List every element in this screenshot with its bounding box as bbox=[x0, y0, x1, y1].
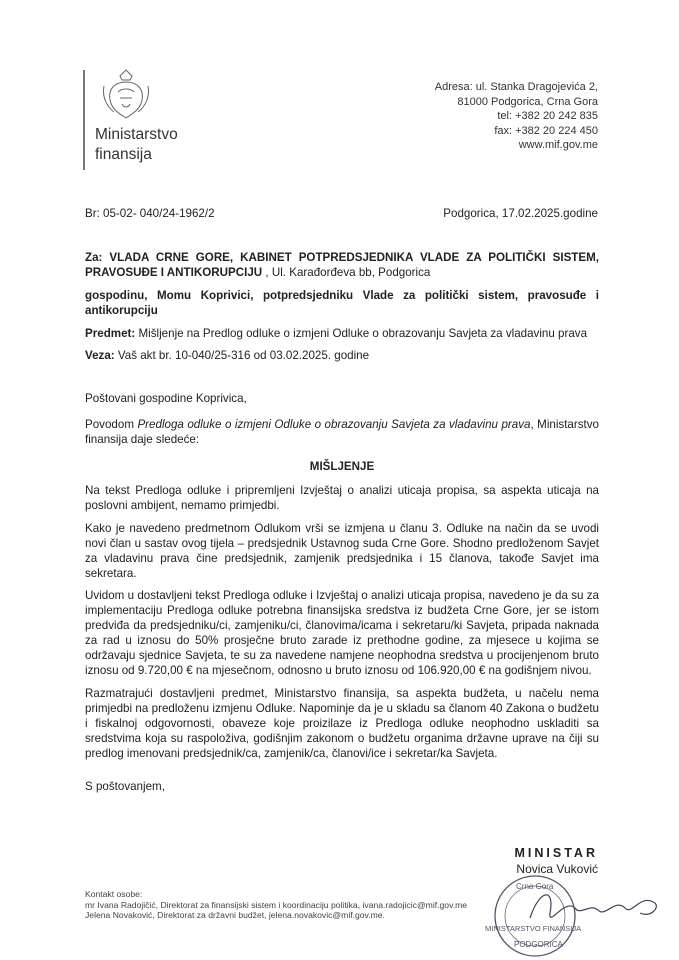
contact-line: Jelena Novaković, Direktorat za državni budžet, jelena.novakovic@mif.gov.me. bbox=[85, 910, 385, 920]
recipient bbox=[85, 250, 599, 280]
address-line: 81000 Podgorica, Crna Gora bbox=[457, 95, 598, 108]
subject-label: Predmet: bbox=[85, 327, 136, 340]
ministry-name-line: Ministarstvo bbox=[95, 126, 178, 143]
recipient-person: gospodinu, Momu Koprivici, potpredsjedniku Vlade za politički sistem, pravosuđe i antikorupciju bbox=[85, 289, 599, 317]
reference-text: Vaš akt br. 10-040/25-316 od 03.02.2025. godine bbox=[114, 349, 370, 362]
coat-of-arms-logo bbox=[100, 66, 152, 122]
address-block bbox=[435, 80, 598, 153]
place-date: Podgorica, 17.02.2025.godine bbox=[443, 207, 598, 220]
recipient-name: Za: VLADA CRNE GORE, KABINET POTPREDSJEDNIKA VLADE ZA POLITIČKI SISTEM, PRAVOSUĐE I ANTIKORUPCIJU bbox=[85, 251, 599, 279]
stamp-text-top: MINISTARSTVO FINANSIJA bbox=[485, 924, 582, 933]
contact-line: mr Ivana Radojičić, Direktorat za finansijski sistem i koordinaciju politika, ivana.radojicic@mif.gov.me bbox=[85, 899, 468, 910]
recipient-address: , Ul. Karađorđeva bb, Podgorica bbox=[262, 266, 431, 279]
letter-body bbox=[85, 250, 599, 794]
intro-italic: Predloga odluke o izmjeni Odluke o obrazovanju Savjeta za vladavinu prava bbox=[137, 418, 531, 431]
ministry-name bbox=[95, 125, 178, 165]
intro bbox=[85, 417, 599, 447]
reference-label: Veza: bbox=[85, 349, 115, 362]
contacts-label: Kontakt osobe: bbox=[85, 889, 143, 899]
fax: fax: +382 20 224 450 bbox=[494, 124, 598, 137]
stamp-text-side: Crna Gora bbox=[516, 882, 554, 891]
phone: tel: +382 20 242 835 bbox=[497, 110, 598, 123]
reference-number: Br: 05-02- 040/24-1962/2 bbox=[85, 207, 215, 220]
intro-post: , Ministarstvo finansija daje sledeće: bbox=[85, 418, 600, 446]
address-line: Adresa: ul. Stanka Dragojevića 2, bbox=[434, 81, 598, 93]
closing: S poštovanjem, bbox=[85, 780, 165, 793]
ministry-name-line: finansija bbox=[95, 146, 152, 163]
paragraph: Uvidom u dostavljeni tekst Predloga odluke i Izvještaj o analizi uticaja propisa, navedeno je da su za implementaciju Predloga odluke potrebna finansijska sredstva iz budžeta Crne Gore, jer se istom predviđa da predsjedniku/ci, zamjeniku/ci, članovima/icama i sekretaru/ki Savjeta, pripada naknada za rad u iznosu do 50% prosječne bruto zarade iz prethodne godine, za mjesece u kojima se održavaju sjednice Savjeta, te su za navedene namjene neophodna sredstva u procijenjenom bruto iznosu od 9.720,00 € na mjesečnom, odnosno u bruto iznosu od 106.920,00 € na godišnjem nivou. bbox=[85, 589, 599, 677]
subject-text: Mišljenje na Predlog odluke o izmjeni Odluke o obrazovanju Savjeta za vladavinu prava bbox=[135, 327, 588, 340]
contacts bbox=[85, 889, 467, 921]
stamp-text-bottom: PODGORICA bbox=[514, 940, 563, 949]
header-divider bbox=[83, 70, 85, 170]
signatory-name: Novica Vuković bbox=[516, 862, 598, 876]
subject bbox=[85, 326, 599, 341]
intro-pre: Povodom bbox=[85, 418, 138, 431]
website: www.mif.gov.me bbox=[518, 139, 598, 152]
salutation: Poštovani gospodine Koprivica, bbox=[85, 392, 247, 405]
reference bbox=[85, 348, 599, 363]
paragraph: Na tekst Predloga odluke i pripremljeni Izvještaj o analizi uticaja propisa, sa aspekta uticaja na poslovni ambijent, nemamo primjedbi. bbox=[85, 484, 599, 512]
signature-title: MINISTAR bbox=[514, 846, 598, 860]
paragraph: Kako je navedeno predmetnom Odlukom vrši se izmjena u članu 3. Odluke na način da se uvodi novi član u sastav ovog tijela – predsjednik Ustavnog suda Crne Gore. Shodno predloženom Savjet za vladavinu prava čine predsjednik, zamjenik predsjednika i 15 članova, takođe Savjet ima sekretara. bbox=[85, 522, 599, 580]
paragraph: Razmatrajući dostavljeni predmet, Ministarstvo finansija, sa aspekta budžeta, u načelu nema primjedbi na predloženu izmjenu Odluke. Napominje da je u skladu sa članom 40 Zakona o budžetu i fiskalnoj odgovornosti, obaveze koje proizilaze iz Predloga odluke neophodno uskladiti sa sredstvima koja su raspoloživa, godišnjim zakonom o budžetu organima državne uprave na čiji su predlog imenovani predsjednik/ca, zamjenik/ca, članovi/ice i sekretar/ka Savjeta. bbox=[85, 687, 599, 760]
opinion-heading: MIŠLJENJE bbox=[309, 460, 375, 473]
